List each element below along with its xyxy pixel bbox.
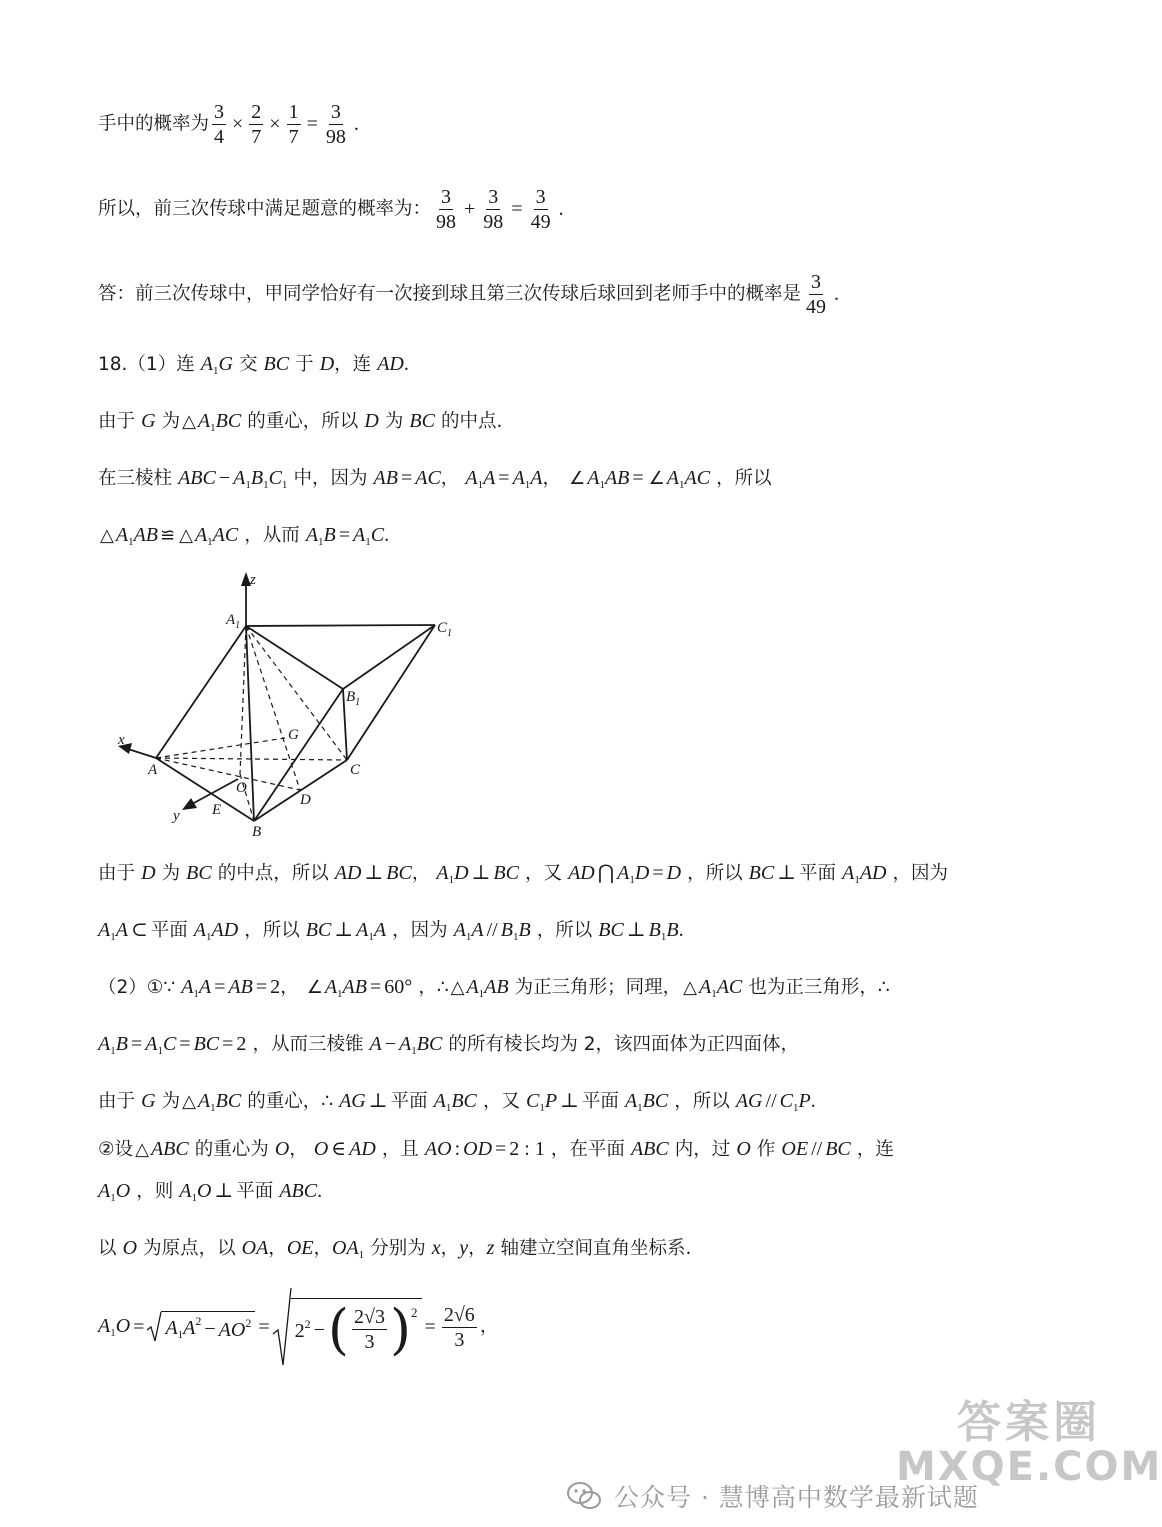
text-line-9: $A_1A$ ⊂ 平面 $A_1AD$ ，所以 BC ⊥ $A_1A$ ，因为 $A_1A // B_1B$ ，所以 BC ⊥ $B_1B$. — [98, 919, 684, 943]
edge-A1-B1 — [246, 626, 343, 689]
text-fragment: 为 — [384, 411, 404, 432]
text-fragment: ，从而 — [244, 525, 300, 546]
fraction: $\frac{1}{7}$ — [288, 101, 299, 148]
text-line-3: 答：前三次传球中，甲同学恰好有一次接到球且第三次传球后球回到老师手中的概率是 $\frac{3}{49}$ . — [98, 271, 840, 318]
text-fragment: ，且 — [381, 1139, 419, 1160]
text-line-4: 18.（1）连 $A_1G$ 交 BC 于 D，连 AD. — [98, 353, 409, 377]
text-fragment: 由于 — [98, 411, 136, 432]
sqrt-expression: $A_1A^2$ − $AO^2$ — [147, 1311, 255, 1342]
fraction: $\frac{3}{4}$ — [214, 101, 225, 148]
label-D: D — [300, 792, 311, 808]
fraction: $\frac{3}{49}$ — [806, 271, 827, 318]
question-number: 18.（1）连 — [98, 354, 195, 375]
text-line-12: 由于 G 为 △ $A_1BC$ 的重心，∴ AG ⊥ 平面 $A_1BC$ ，又 $C_1P$ ⊥ 平面 $A_1BC$ ，所以 AG // $C_1P$. — [98, 1090, 816, 1114]
text-line-1: 手中的概率为 $\frac{3}{4}$ × $\frac{2}{7}$ × $\frac{1}{7}$ = $\frac{3}{98}$ . — [98, 101, 359, 148]
line1-text: 手中的概率为 — [98, 113, 210, 135]
label-E: E — [212, 802, 222, 818]
label-B: B — [252, 824, 262, 840]
text-fragment: 为原点，以 — [143, 1238, 236, 1259]
text-fragment: 作 — [756, 1139, 776, 1160]
text-fragment: ，所以 — [536, 920, 593, 941]
text-fragment: ，从而三棱锥 — [252, 1034, 364, 1055]
text-fragment: 以 — [98, 1238, 117, 1259]
label-x: x — [118, 732, 125, 748]
line3-text: 答：前三次传球中，甲同学恰好有一次接到球且第三次传球后球回到老师手中的概率是 — [98, 283, 802, 305]
text-fragment: ，所以 — [716, 468, 772, 489]
text-fragment: 由于 — [98, 1091, 136, 1112]
text-line-11: $A_1B = A_1C$ = BC = 2 ，从而三棱锥 $A - A_1BC$ 的所有棱长均为 2，该四面体为正四面体， — [98, 1033, 799, 1057]
text-fragment: 平面 — [236, 1181, 274, 1202]
y-axis — [192, 779, 238, 804]
text-line-5: 由于 G 为 △ $A_1BC$ 的重心，所以 D 为 BC 的中点. — [98, 410, 503, 434]
text-fragment: ，则 — [136, 1181, 174, 1202]
dashed-A1-G — [246, 626, 300, 790]
text-fragment: 平面 — [150, 920, 188, 941]
text-fragment: 内，过 — [674, 1139, 731, 1160]
text-line-15: 以 O 为原点，以 OA，OE，$OA_1$ 分别为 x，y，z 轴建立空间直角坐标系. — [98, 1237, 692, 1261]
fraction: $\frac{2}{7}$ — [251, 101, 262, 148]
text-fragment: 轴建立空间直角坐标系. — [500, 1238, 692, 1259]
text-fragment: ，∴ — [418, 977, 449, 998]
text-fragment: 为 — [161, 863, 181, 884]
dashed-A1-O — [240, 626, 246, 774]
text-fragment: 分别为 — [370, 1238, 426, 1259]
prism-figure — [110, 568, 470, 838]
text-fragment: 平面 — [390, 1091, 428, 1112]
text-fragment: 由于 — [98, 863, 136, 884]
edge-C1-C — [347, 625, 435, 760]
text-fragment: 为 — [161, 411, 181, 432]
text-fragment: 的所有棱长均为 2，该四面体为正四面体， — [448, 1034, 799, 1055]
label-B1: $B_1$ — [346, 689, 361, 708]
text-fragment: （2）①∵ — [98, 977, 176, 998]
text-fragment: 为 — [161, 1091, 181, 1112]
text-fragment: 的重心，∴ — [247, 1091, 334, 1112]
text-fragment: ，在平面 — [550, 1139, 625, 1160]
text-fragment: ，又 — [482, 1091, 520, 1112]
edge-A1-C1 — [246, 625, 435, 626]
text-fragment: 交 — [238, 354, 258, 375]
text-line-2: 所以，前三次传球中满足题意的概率为： $\frac{3}{98}$ + $\frac{3}{98}$ = $\frac{3}{49}$ . — [98, 186, 564, 233]
text-fragment: 于 — [295, 354, 314, 375]
label-y: y — [173, 808, 180, 824]
logo-bottom-text: MXQE.COM — [896, 1444, 1162, 1491]
text-line-8: 由于 D 为 BC 的中点，所以 AD ⊥ BC， $A_1D$ ⊥ BC ，又 AD ⋂ $A_1D = D$ ，所以 BC ⊥ 平面 $A_1AD$ ，因为 — [98, 862, 949, 886]
text-fragment: 的中点，所以 — [217, 863, 329, 884]
text-fragment: ②设 — [98, 1139, 134, 1160]
fraction: $\frac{3}{98}$ — [483, 186, 504, 233]
text-fragment: 为正三角形；同理， — [514, 977, 682, 998]
text-line-14: $A_1O$ ，则 $A_1O$ ⊥ 平面 ABC. — [98, 1180, 323, 1204]
text-fragment: 的重心为 — [194, 1139, 269, 1160]
label-C: C — [350, 762, 361, 778]
text-fragment: 也为正三角形，∴ — [748, 977, 890, 998]
text-fragment: ，因为 — [892, 863, 949, 884]
dashed-A-G — [156, 738, 285, 758]
formula-A1O: $A_1O$ = $A_1A^2$ − $AO^2$ = $2^2$ − ( $\frac{2√3}{3}$ ) 2 = $\frac{2√6}{3}$ ， — [98, 1288, 498, 1366]
text-fragment: 平面 — [799, 863, 837, 884]
fraction: $\frac{3}{98}$ — [325, 101, 346, 148]
edge-B1-B — [254, 689, 343, 821]
radical-sign — [147, 1312, 161, 1342]
edge-A1-B — [246, 626, 254, 821]
text-fragment: 中，因为 — [293, 468, 368, 489]
label-C1: $C_1$ — [437, 620, 453, 639]
label-G: G — [288, 727, 299, 743]
edge-A1-A — [156, 626, 246, 758]
y-arrow — [182, 798, 197, 810]
site-logo-watermark — [896, 1397, 1162, 1491]
text-line-10: （2）①∵ $A_1A$ = AB = 2， ∠ $A_1AB = 60^\circ$ ，∴ △ $A_1AB$ 为正三角形；同理， △ $A_1AC$ 也为正三角形，∴ — [98, 976, 890, 1000]
fraction: $\frac{3}{49}$ — [530, 186, 551, 233]
text-fragment: 的重心，所以 — [247, 411, 359, 432]
label-A: A — [148, 762, 158, 778]
sqrt-expression: $2^2$ − ( $\frac{2√3}{3}$ ) 2 — [273, 1288, 422, 1366]
wechat-icon — [566, 1481, 602, 1511]
label-z: z — [250, 572, 256, 588]
label-A1: $A_1$ — [226, 612, 241, 631]
text-fragment: ，因为 — [392, 920, 448, 941]
line2-text: 所以，前三次传球中满足题意的概率为： — [98, 198, 432, 220]
logo-top-text: 答案圈 — [957, 1397, 1102, 1448]
text-line-7: △ $A_1AB$ ≌ △ $A_1AC$ ，从而 $A_1B = A_1C$. — [100, 524, 390, 548]
edge-C1-B1 — [343, 625, 435, 689]
watermark-text: 公众号 · 慧博高中数学最新试题 — [614, 1483, 979, 1512]
text-fragment: ，连 — [856, 1139, 894, 1160]
text-fragment: ，又 — [525, 863, 563, 884]
fraction: $\frac{3}{98}$ — [436, 186, 457, 233]
text-fragment: ，所以 — [687, 863, 743, 884]
text-fragment: 的中点. — [440, 411, 503, 432]
text-fragment: ，连 — [334, 354, 372, 375]
text-fragment: 在三棱柱 — [98, 468, 173, 489]
text-line-6: 在三棱柱 ABC − $A_1B_1C_1$ 中，因为 AB = AC， $A_1A = A_1A$， ∠ $A_1AB$ = ∠ $A_1AC$ ，所以 — [98, 467, 772, 491]
text-fragment: ，所以 — [244, 920, 300, 941]
text-fragment: ，所以 — [674, 1091, 730, 1112]
radical-sign — [273, 1288, 291, 1366]
x-axis — [128, 749, 156, 758]
edge-B-C — [254, 760, 347, 821]
text-line-13: ②设 △ ABC 的重心为 O， O ∈ AD ，且 AO : OD = 2 : 1 ，在平面 ABC 内，过 O 作 OE // BC ，连 — [98, 1138, 894, 1160]
text-fragment: 平面 — [581, 1091, 619, 1112]
label-O: O — [236, 780, 247, 796]
